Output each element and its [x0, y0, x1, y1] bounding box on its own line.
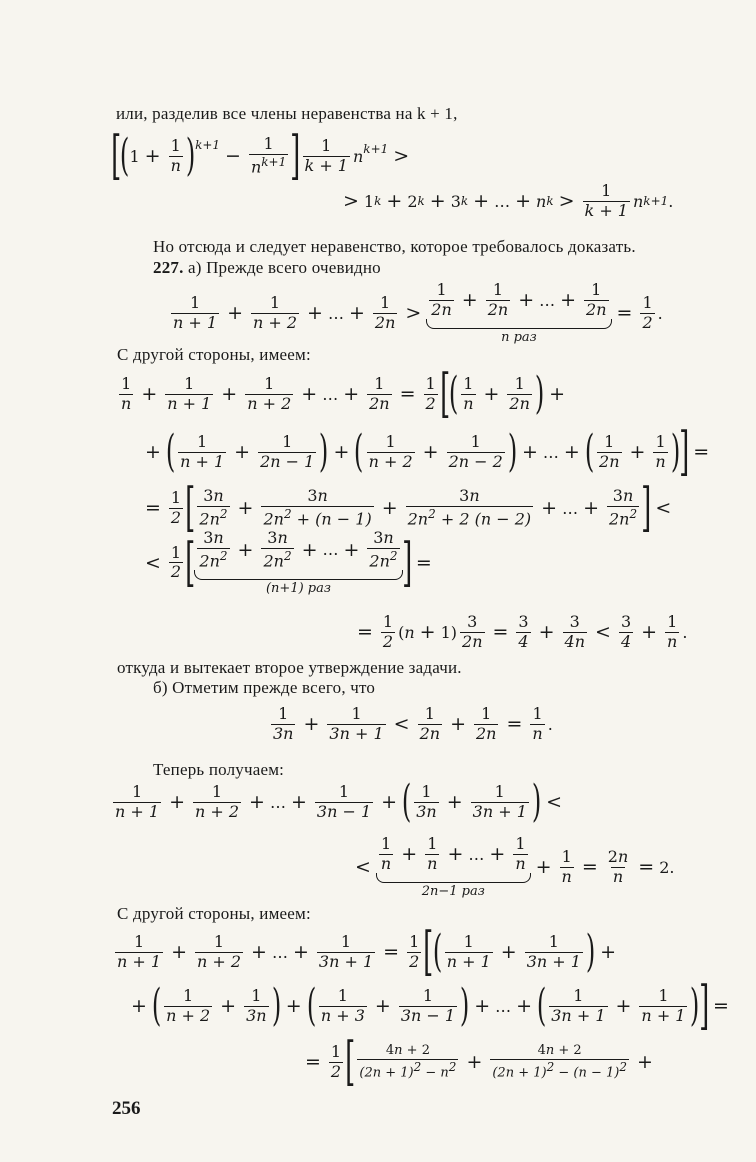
problem-text: а) Прежде всего очевидно: [188, 258, 381, 277]
brace-label-2n-minus-1: 2n−1 раз: [421, 883, 485, 899]
other-side-2-sentence: С другой стороны, имеем:: [117, 904, 311, 923]
now-get-sentence: Теперь получаем:: [153, 760, 285, 779]
formula-1b: > 1 k + 2 k + 3 k + … + n k > $\frac{1}{k + 1}$ n k+1 .: [343, 181, 674, 220]
brace-label-n: n раз: [501, 329, 537, 345]
intro-text: [116, 104, 458, 124]
formula-2: $\frac{1}{n + 1}$ + $\frac{1}{n + 2}$ + … + $\frac{1}{2n}$ > $\frac{1}{2n}$ + $\frac{1}{2n}$ + … + $\frac{1}{2n}$ n раз = $\frac{1}{2}$ .: [173, 280, 663, 345]
second-claim-sentence: откуда и вытекает второе утверждение задачи.: [117, 658, 462, 677]
formula-3d: < $\frac{1}{2}$ [ $\frac{3n}{2n^2}$ + $\frac{3n}{2n^2}$ + … + $\frac{3n}{2n^2}$ (n+1) раз ] =: [145, 528, 432, 596]
second-claim: [117, 658, 462, 678]
formula-5b: < $\frac{1}{n}$ + $\frac{1}{n}$ + … + $\frac{1}{n}$ 2n−1 раз + $\frac{1}{n}$ = $\frac{2n}{n}$ = 2.: [355, 834, 675, 899]
part-b: [153, 678, 375, 698]
page-number: 256: [112, 1098, 141, 1119]
problem-227-heading: [153, 258, 381, 278]
brace-label-n-plus-1: (n+1) раз: [265, 580, 331, 596]
other-side-1: [117, 345, 311, 365]
formula-3c: = $\frac{1}{2}$ [ $\frac{3n}{2n^2}$ + $\frac{3n}{2n^2 + (n - 1)}$ + $\frac{3n}{2n^2 + 2 (n - 2)}$ + … + $\frac{3n}{2n^2}$ ] <: [145, 478, 672, 538]
now-get: [153, 760, 284, 780]
other-side-sentence: С другой стороны, имеем:: [117, 345, 311, 364]
problem-number: 227.: [153, 258, 184, 277]
formula-3e: = $\frac{1}{2}$ ( n + 1) $\frac{3}{2n}$ = $\frac{3}{4}$ + $\frac{3}{4n}$ < $\frac{3}{4}$ + $\frac{1}{n}$ .: [357, 612, 688, 651]
conclusion-a: [153, 237, 636, 257]
other-side-2: [117, 904, 311, 924]
formula-4: $\frac{1}{3n}$ + $\frac{1}{3n + 1}$ < $\frac{1}{2n}$ + $\frac{1}{2n}$ = $\frac{1}{n}$ .: [273, 704, 553, 743]
part-b-sentence: б) Отметим прежде всего, что: [153, 678, 376, 697]
formula-3a: $\frac{1}{n}$ + $\frac{1}{n + 1}$ + $\frac{1}{n + 2}$ + … + $\frac{1}{2n}$ = $\frac{1}{2}$ [ ( $\frac{1}{n}$ + $\frac{1}{2n}$ ) +: [121, 364, 565, 424]
formula-5a: $\frac{1}{n + 1}$ + $\frac{1}{n + 2}$ + … + $\frac{1}{3n - 1}$ + ( $\frac{1}{3n}$ + $\frac{1}{3n + 1}$ ) <: [115, 776, 562, 827]
formula-6b: + ( $\frac{1}{n + 2}$ + $\frac{1}{3n}$ ) + ( $\frac{1}{n + 3}$ + $\frac{1}{3n - 1}$ ) + … + ( $\frac{1}{3n + 1}$ + $\frac{1}{n + 1}$ ) ] =: [131, 976, 729, 1036]
formula-6c: = $\frac{1}{2}$ [ $\frac{4n + 2}{(2n + 1)^2 - n^2}$ + $\frac{4n + 2}{(2n + 1)^2 - (n - 1)^2}$ +: [305, 1032, 653, 1092]
conclusion-sentence: Но отсюда и следует неравенство, которое требовалось доказать.: [153, 237, 636, 256]
formula-3b: + ( $\frac{1}{n + 1}$ + $\frac{1}{2n - 1}$ ) + ( $\frac{1}{n + 2}$ + $\frac{1}{2n - 2}$ ) + … + ( $\frac{1}{2n}$ + $\frac{1}{n}$ ) ] =: [145, 422, 710, 482]
intro-sentence: или, разделив все члены неравенства на k + 1,: [116, 104, 458, 123]
formula-1a: [ ( 1 + $\frac{1}{n}$ ) $^{k+1}$ − $\frac{1}{n^{k+1}}$ ] $\frac{1}{k + 1}$ n $^{k+1}$ >: [111, 126, 410, 186]
formula-6a: $\frac{1}{n + 1}$ + $\frac{1}{n + 2}$ + … + $\frac{1}{3n + 1}$ = $\frac{1}{2}$ [ ( $\frac{1}{n + 1}$ + $\frac{1}{3n + 1}$ ) +: [117, 922, 617, 982]
